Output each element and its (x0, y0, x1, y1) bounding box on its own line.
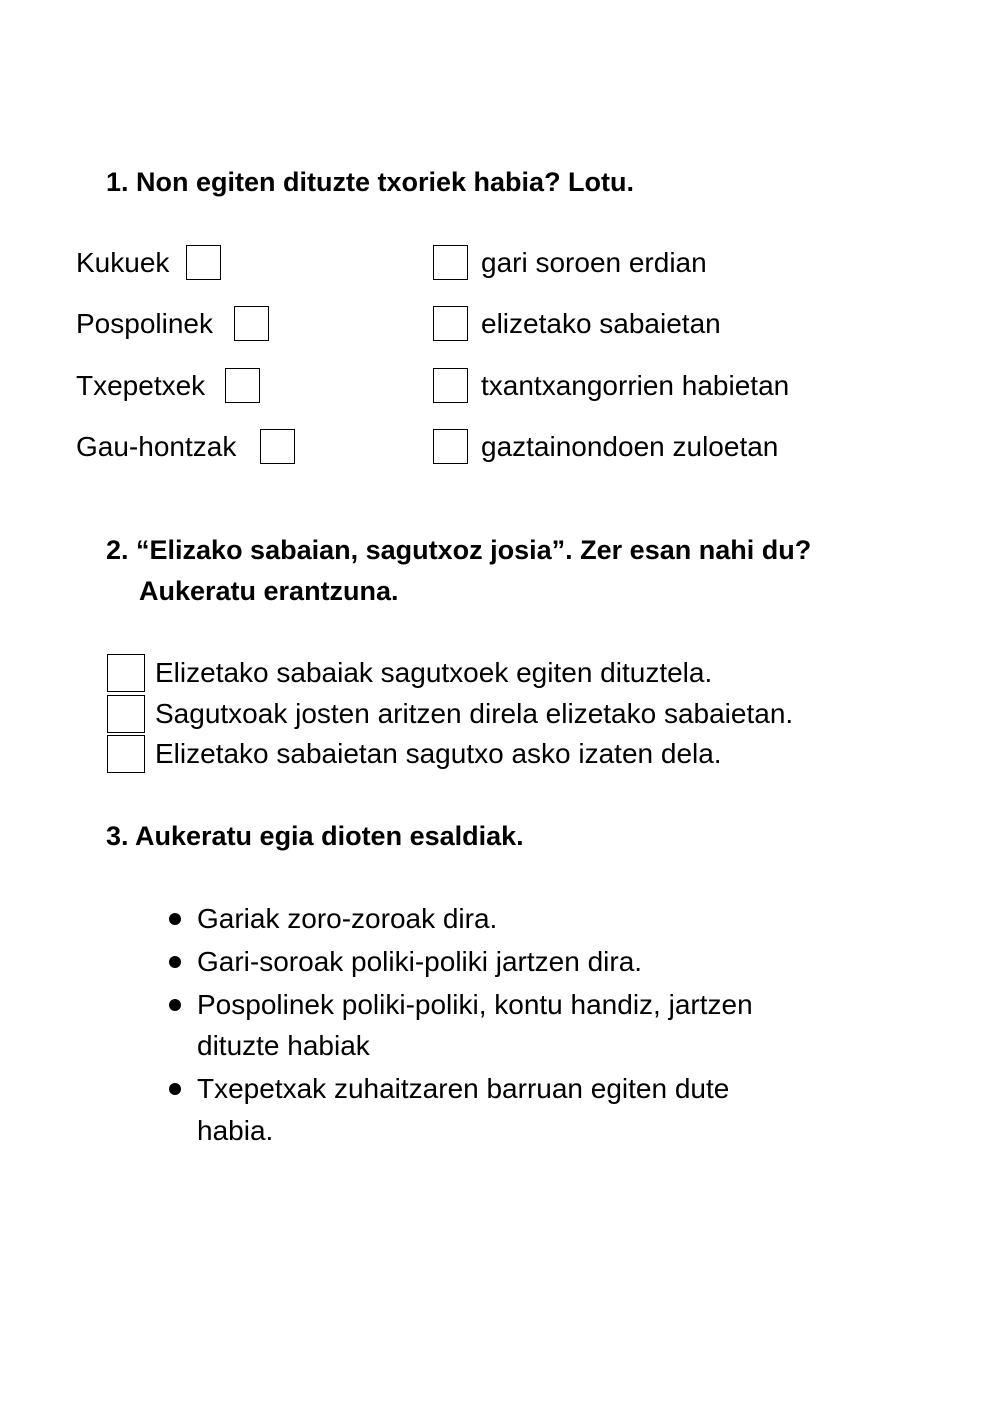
right-item-4: gaztainondoen zuloetan (481, 431, 779, 462)
option-1-label: Elizetako sabaiak sagutxoek egiten dituztela. (155, 657, 713, 688)
question-2-subtitle: Aukeratu erantzuna. (139, 576, 399, 606)
bullet-icon (169, 956, 181, 968)
statement-3-line-2[interactable]: dituzte habiak (197, 1030, 370, 1061)
right-item-1: gari soroen erdian (481, 247, 707, 278)
right-item-2: elizetako sabaietan (481, 308, 721, 339)
match-box-right-3[interactable] (433, 368, 468, 403)
option-checkbox-1[interactable] (107, 654, 145, 692)
statement-3-line-1[interactable]: Pospolinek poliki-poliki, kontu handiz, jartzen (197, 989, 753, 1020)
option-checkbox-2[interactable] (107, 695, 145, 733)
statement-1[interactable]: Gariak zoro-zoroak dira. (197, 903, 498, 934)
statement-4-line-2[interactable]: habia. (197, 1115, 274, 1146)
match-box-left-2[interactable] (234, 306, 269, 341)
match-box-right-4[interactable] (433, 429, 468, 464)
statement-4-line-1[interactable]: Txepetxak zuhaitzaren barruan egiten dute (197, 1073, 730, 1104)
option-checkbox-3[interactable] (107, 735, 145, 773)
question-1-title: 1. Non egiten dituzte txoriek habia? Lotu. (106, 167, 635, 197)
right-item-3: txantxangorrien habietan (481, 370, 790, 401)
match-box-left-3[interactable] (225, 368, 260, 403)
option-2-label: Sagutxoak josten aritzen direla elizetako sabaietan. (155, 698, 794, 729)
left-item-gau-hontzak: Gau-hontzak (76, 431, 237, 462)
bullet-icon (169, 913, 181, 925)
question-2-title: 2. “Elizako sabaian, sagutxoz josia”. Zer esan nahi du? (106, 535, 812, 565)
match-box-left-4[interactable] (260, 429, 295, 464)
match-box-right-1[interactable] (433, 245, 468, 280)
statement-2[interactable]: Gari-soroak poliki-poliki jartzen dira. (197, 946, 643, 977)
left-item-kukuek: Kukuek (76, 247, 170, 278)
bullet-icon (169, 1083, 181, 1095)
match-box-right-2[interactable] (433, 306, 468, 341)
left-item-txepetxek: Txepetxek (76, 370, 206, 401)
left-item-pospolinek: Pospolinek (76, 308, 213, 339)
bullet-icon (169, 999, 181, 1011)
option-3-label: Elizetako sabaietan sagutxo asko izaten dela. (155, 738, 722, 769)
question-3-title: 3. Aukeratu egia dioten esaldiak. (106, 821, 524, 851)
match-box-left-1[interactable] (186, 245, 221, 280)
